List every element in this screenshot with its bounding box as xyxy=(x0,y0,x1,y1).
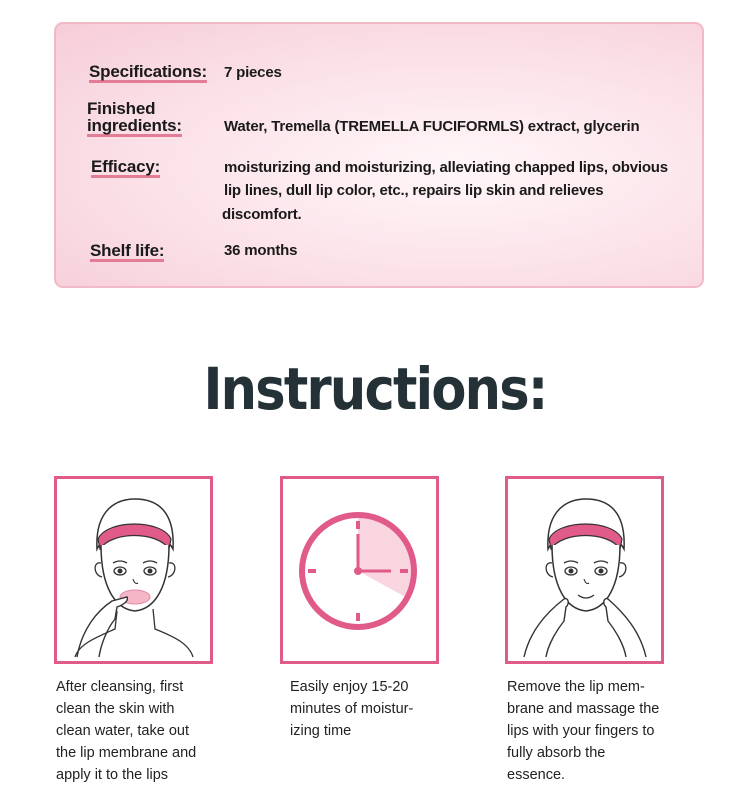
step-3-text: Remove the lip mem- brane and massage the lips with your fingers to fully absorb the essence. xyxy=(507,679,660,783)
specifications-value: 7 pieces xyxy=(224,64,282,81)
step-3-box xyxy=(505,476,664,664)
clock-icon xyxy=(283,479,436,661)
step-2-box xyxy=(280,476,439,664)
step-1-box xyxy=(54,476,213,664)
efficacy-value-line1: moisturizing and moisturizing, alleviating chapped lips, obvious xyxy=(224,159,668,176)
shelf-life-value: 36 months xyxy=(224,242,298,259)
ingredients-value: Water, Tremella (TREMELLA FUCIFORMLS) extract, glycerin xyxy=(224,118,640,135)
efficacy-value-line3: discomfort. xyxy=(222,206,302,223)
efficacy-label: Efficacy: xyxy=(91,157,161,176)
ingredients-label: Finished ingredients: xyxy=(87,99,182,135)
face-massaging-lips-icon xyxy=(508,479,661,661)
face-applying-lip-mask-icon xyxy=(57,479,210,661)
specifications-label: Specifications: xyxy=(89,62,207,81)
step-2-text: Easily enjoy 15-20 minutes of moistur- izing time xyxy=(290,679,414,739)
instructions-title: Instructions: xyxy=(203,355,547,423)
efficacy-value-line2: lip lines, dull lip color, etc., repairs lip skin and relieves xyxy=(224,182,604,199)
step-1-text: After cleansing, first clean the skin with clean water, take out the lip membrane and apply it to the lips xyxy=(56,679,197,783)
shelf-life-label: Shelf life: xyxy=(90,241,165,260)
